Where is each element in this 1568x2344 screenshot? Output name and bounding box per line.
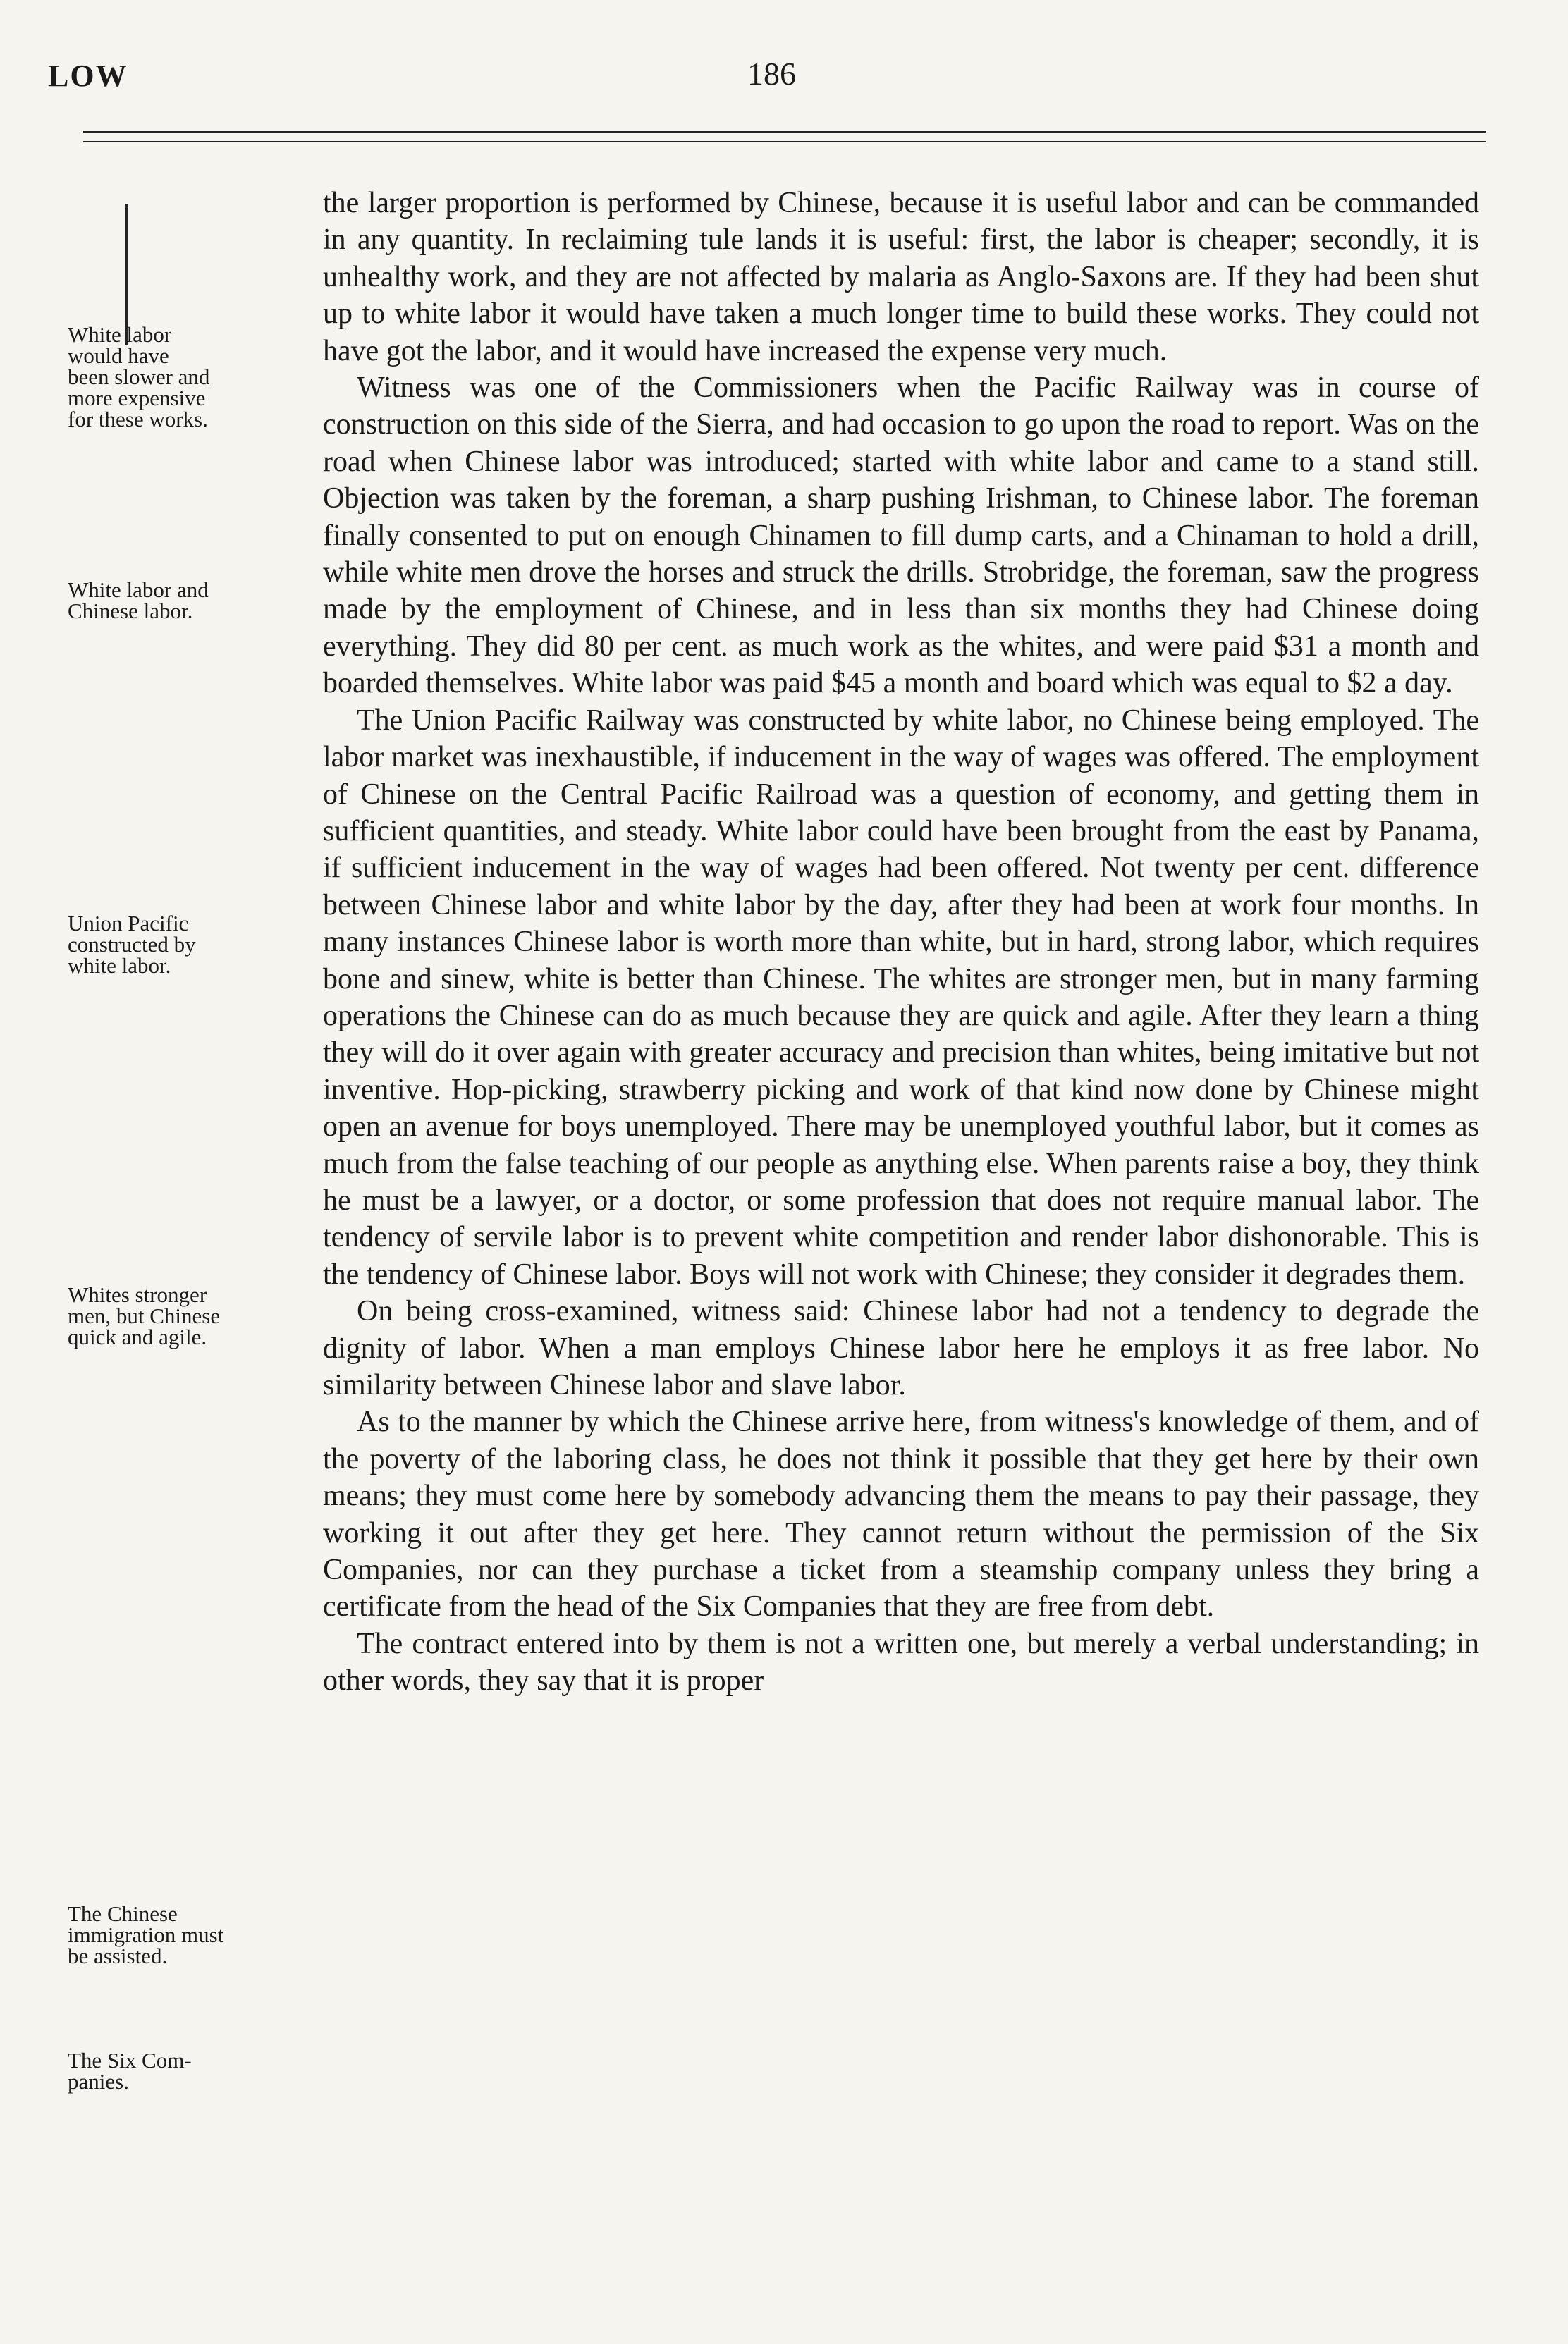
paragraph: the larger proportion is performed by Chinese, because it is useful labor and can be commanded in any quantity. In reclaiming tule lands it is useful: first, the labor is cheaper; secondly, it is unhealthy work, and they are not affected by malaria as Anglo-Saxons are. If they had been shut up to white labor it would have taken a much longer time to build these works. They could not have got the labor, and it would have increased the expense very much. [323, 187, 1479, 367]
margin-note-six-companies: The Six Com- panies. [68, 2048, 192, 2094]
margin-note-white-and-chinese-labor: White labor and Chinese labor. [68, 577, 209, 623]
margin-note-union-pacific: Union Pacific constructed by white labor. [68, 911, 196, 978]
running-title: LOW [48, 59, 128, 93]
paragraph: The Union Pacific Railway was constructed by white labor, no Chinese being employed. The labor market was inexhaustible, if inducement in the way of wages was offered. The employment of Chinese on the Central Pacific Railroad was a question of economy, and getting them in sufficient quantities, and steady. White labor could have been brought from the east by Panama, if sufficient inducement in the way of wages had been offered. Not twenty per cent. difference between Chinese labor and white labor by the day, after they had been at work four months. In many instances Chinese labor is worth more than white, but in hard, strong labor, which requires bone and sinew, white is better than Chinese. The whites are stronger men, but in many farming operations the Chinese can do as much because they are quick and agile. After they learn a thing they will do it over again with greater accuracy and precision than whites, being imitative but not inventive. Hop-picking, strawberry picking and work of that kind now done by Chinese might open an avenue for boys unemployed. There may be unemployed youthful labor, but it comes as much from the false teaching of our people as anything else. When parents raise a boy, they think he must be a lawyer, or a doctor, or some profession that does not require manual labor. The tendency of servile labor is to prevent white competition and render labor dishonorable. This is the tendency of Chinese labor. Boys will not work with Chinese; they consider it degrades them. [323, 704, 1479, 1291]
body-text [323, 185, 1479, 1700]
margin-note-white-labor-slower: White labor would have been slower and more expensive for these works. [68, 322, 210, 431]
margin-note-chinese-immigration-assisted: The Chinese immigration must be assisted. [68, 1901, 224, 1968]
paragraph: On being cross-examined, witness said: Chinese labor had not a tendency to degrade the dignity of labor. When a man employs Chinese labor here he employs it as free labor. No similarity between Chinese labor and slave labor. [323, 1295, 1479, 1401]
paragraph: Witness was one of the Commissioners when the Pacific Railway was in course of construction on this side of the Sierra, and had occasion to go upon the road to report. Was on the road when Chinese labor was introduced; started with white labor and came to a stand still. Objection was taken by the foreman, a sharp pushing Irishman, to Chinese labor. The foreman finally consented to put on enough Chinamen to fill dump carts, and a Chinaman to hold a drill, while white men drove the horses and struck the drills. Strobridge, the foreman, saw the progress made by the employment of Chinese, and in less than six months they had Chinese doing everything. They did 80 per cent. as much work as the whites, and were paid $31 a month and boarded themselves. White labor was paid $45 a month and board which was equal to $2 a day. [323, 372, 1479, 700]
margin-note-whites-stronger: Whites stronger men, but Chinese quick and agile. [68, 1282, 221, 1349]
paragraph: The contract entered into by them is not a written one, but merely a verbal understanding; in other words, they say that it is proper [323, 1627, 1479, 1698]
paragraph: As to the manner by which the Chinese arrive here, from witness's knowledge of them, and of the poverty of the laboring class, he does not think it possible that they get here by their own means; they must come here by somebody advancing them the means to pay their passage, they working it out after they get here. They cannot return without the permission of the Six Companies, nor can they purchase a ticket from a steamship company unless they bring a certificate from the head of the Six Companies that they are free from debt. [323, 1406, 1479, 1624]
header-rule [83, 131, 1486, 133]
page-number: 186 [747, 56, 796, 92]
header-rule-secondary [83, 141, 1486, 142]
